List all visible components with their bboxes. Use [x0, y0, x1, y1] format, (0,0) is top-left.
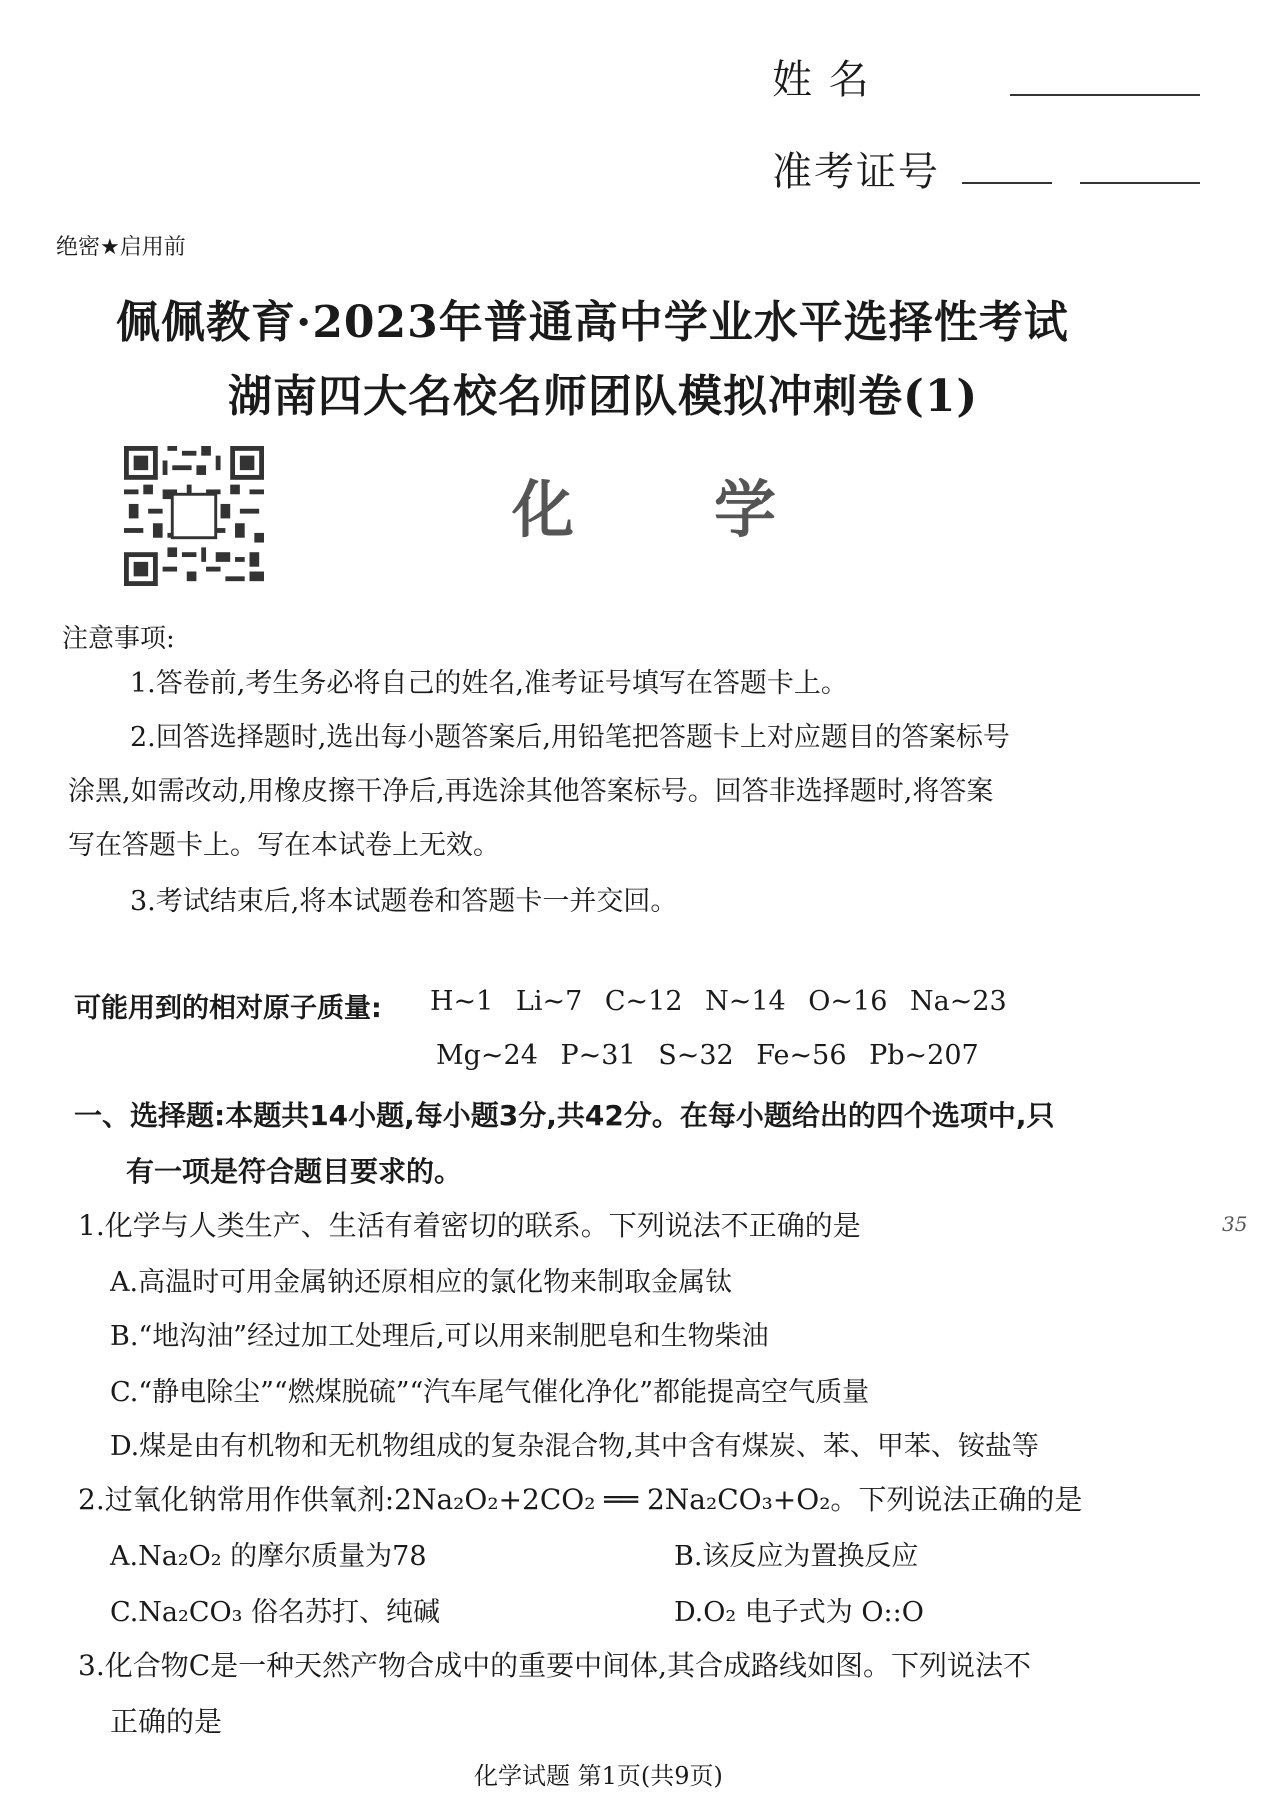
- question-2-option-a: A.Na₂O₂ 的摩尔质量为78: [110, 1541, 427, 1572]
- question-3-stem-line1: 3.化合物C是一种天然产物合成中的重要中间体,其合成路线如图。下列说法不: [78, 1649, 1032, 1682]
- question-1-option-a: A.高温时可用金属钠还原相应的氯化物来制取金属钛: [110, 1267, 733, 1298]
- exam-id-line-1[interactable]: [962, 180, 1052, 184]
- margin-note: 35: [1222, 1212, 1248, 1236]
- notice-heading: 注意事项:: [62, 624, 175, 654]
- exam-id-label: 准考证号: [772, 149, 940, 195]
- secret-label: 绝密★启用前: [56, 235, 186, 260]
- qr-code-icon: [124, 446, 264, 586]
- question-1-option-d: D.煤是由有机物和无机物组成的复杂混合物,其中含有煤炭、苯、甲苯、铵盐等: [110, 1431, 1039, 1462]
- notice-item-2-line1: 2.回答选择题时,选出每小题答案后,用铅笔把答题卡上对应题目的答案标号: [130, 722, 1010, 753]
- question-2-option-b: B.该反应为置换反应: [674, 1541, 919, 1572]
- notice-item-2-line2: 涂黑,如需改动,用橡皮擦干净后,再选涂其他答案标号。回答非选择题时,将答案: [68, 776, 994, 807]
- page-footer: 化学试题 第1页(共9页): [474, 1762, 723, 1790]
- question-2-option-d: D.O₂ 电子式为 O::O: [674, 1597, 924, 1628]
- question-2-stem: 2.过氧化钠常用作供氧剂:2Na₂O₂+2CO₂ ══ 2Na₂CO₃+O₂。下列说法正确的是: [78, 1483, 1083, 1516]
- question-3-stem-line2: 正确的是: [110, 1705, 223, 1738]
- notice-item-1: 1.答卷前,考生务必将自己的姓名,准考证号填写在答题卡上。: [130, 668, 848, 699]
- section-1-heading-line2: 有一项是符合题目要求的。: [126, 1155, 463, 1188]
- question-1-option-c: C.“静电除尘”“燃煤脱硫”“汽车尾气催化净化”都能提高空气质量: [110, 1377, 870, 1408]
- notice-item-3: 3.考试结束后,将本试题卷和答题卡一并交回。: [130, 886, 678, 917]
- notice-item-2-line3: 写在答题卡上。写在本试卷上无效。: [68, 830, 500, 861]
- name-field-line[interactable]: [1010, 92, 1200, 96]
- name-label: 姓 名: [772, 57, 871, 103]
- exam-title-line1: 佩佩教育·2023年普通高中学业水平选择性考试: [116, 297, 1069, 348]
- atomic-mass-row2: Mg~24 P~31 S~32 Fe~56 Pb~207: [436, 1040, 979, 1071]
- question-1-option-b: B.“地沟油”经过加工处理后,可以用来制肥皂和生物柴油: [110, 1321, 769, 1352]
- question-2-option-c: C.Na₂CO₃ 俗名苏打、纯碱: [110, 1597, 441, 1628]
- question-1-stem: 1.化学与人类生产、生活有着密切的联系。下列说法不正确的是: [78, 1209, 861, 1242]
- atomic-mass-label: 可能用到的相对原子质量:: [74, 993, 382, 1024]
- exam-title-line2: 湖南四大名校名师团队模拟冲刺卷(1): [228, 371, 979, 422]
- section-1-heading-line1: 一、选择题:本题共14小题,每小题3分,共42分。在每小题给出的四个选项中,只: [74, 1099, 1055, 1132]
- atomic-mass-row1: H~1 Li~7 C~12 N~14 O~16 Na~23: [430, 986, 1007, 1017]
- exam-id-line-2[interactable]: [1080, 180, 1200, 184]
- subject-title: 化学: [512, 473, 917, 546]
